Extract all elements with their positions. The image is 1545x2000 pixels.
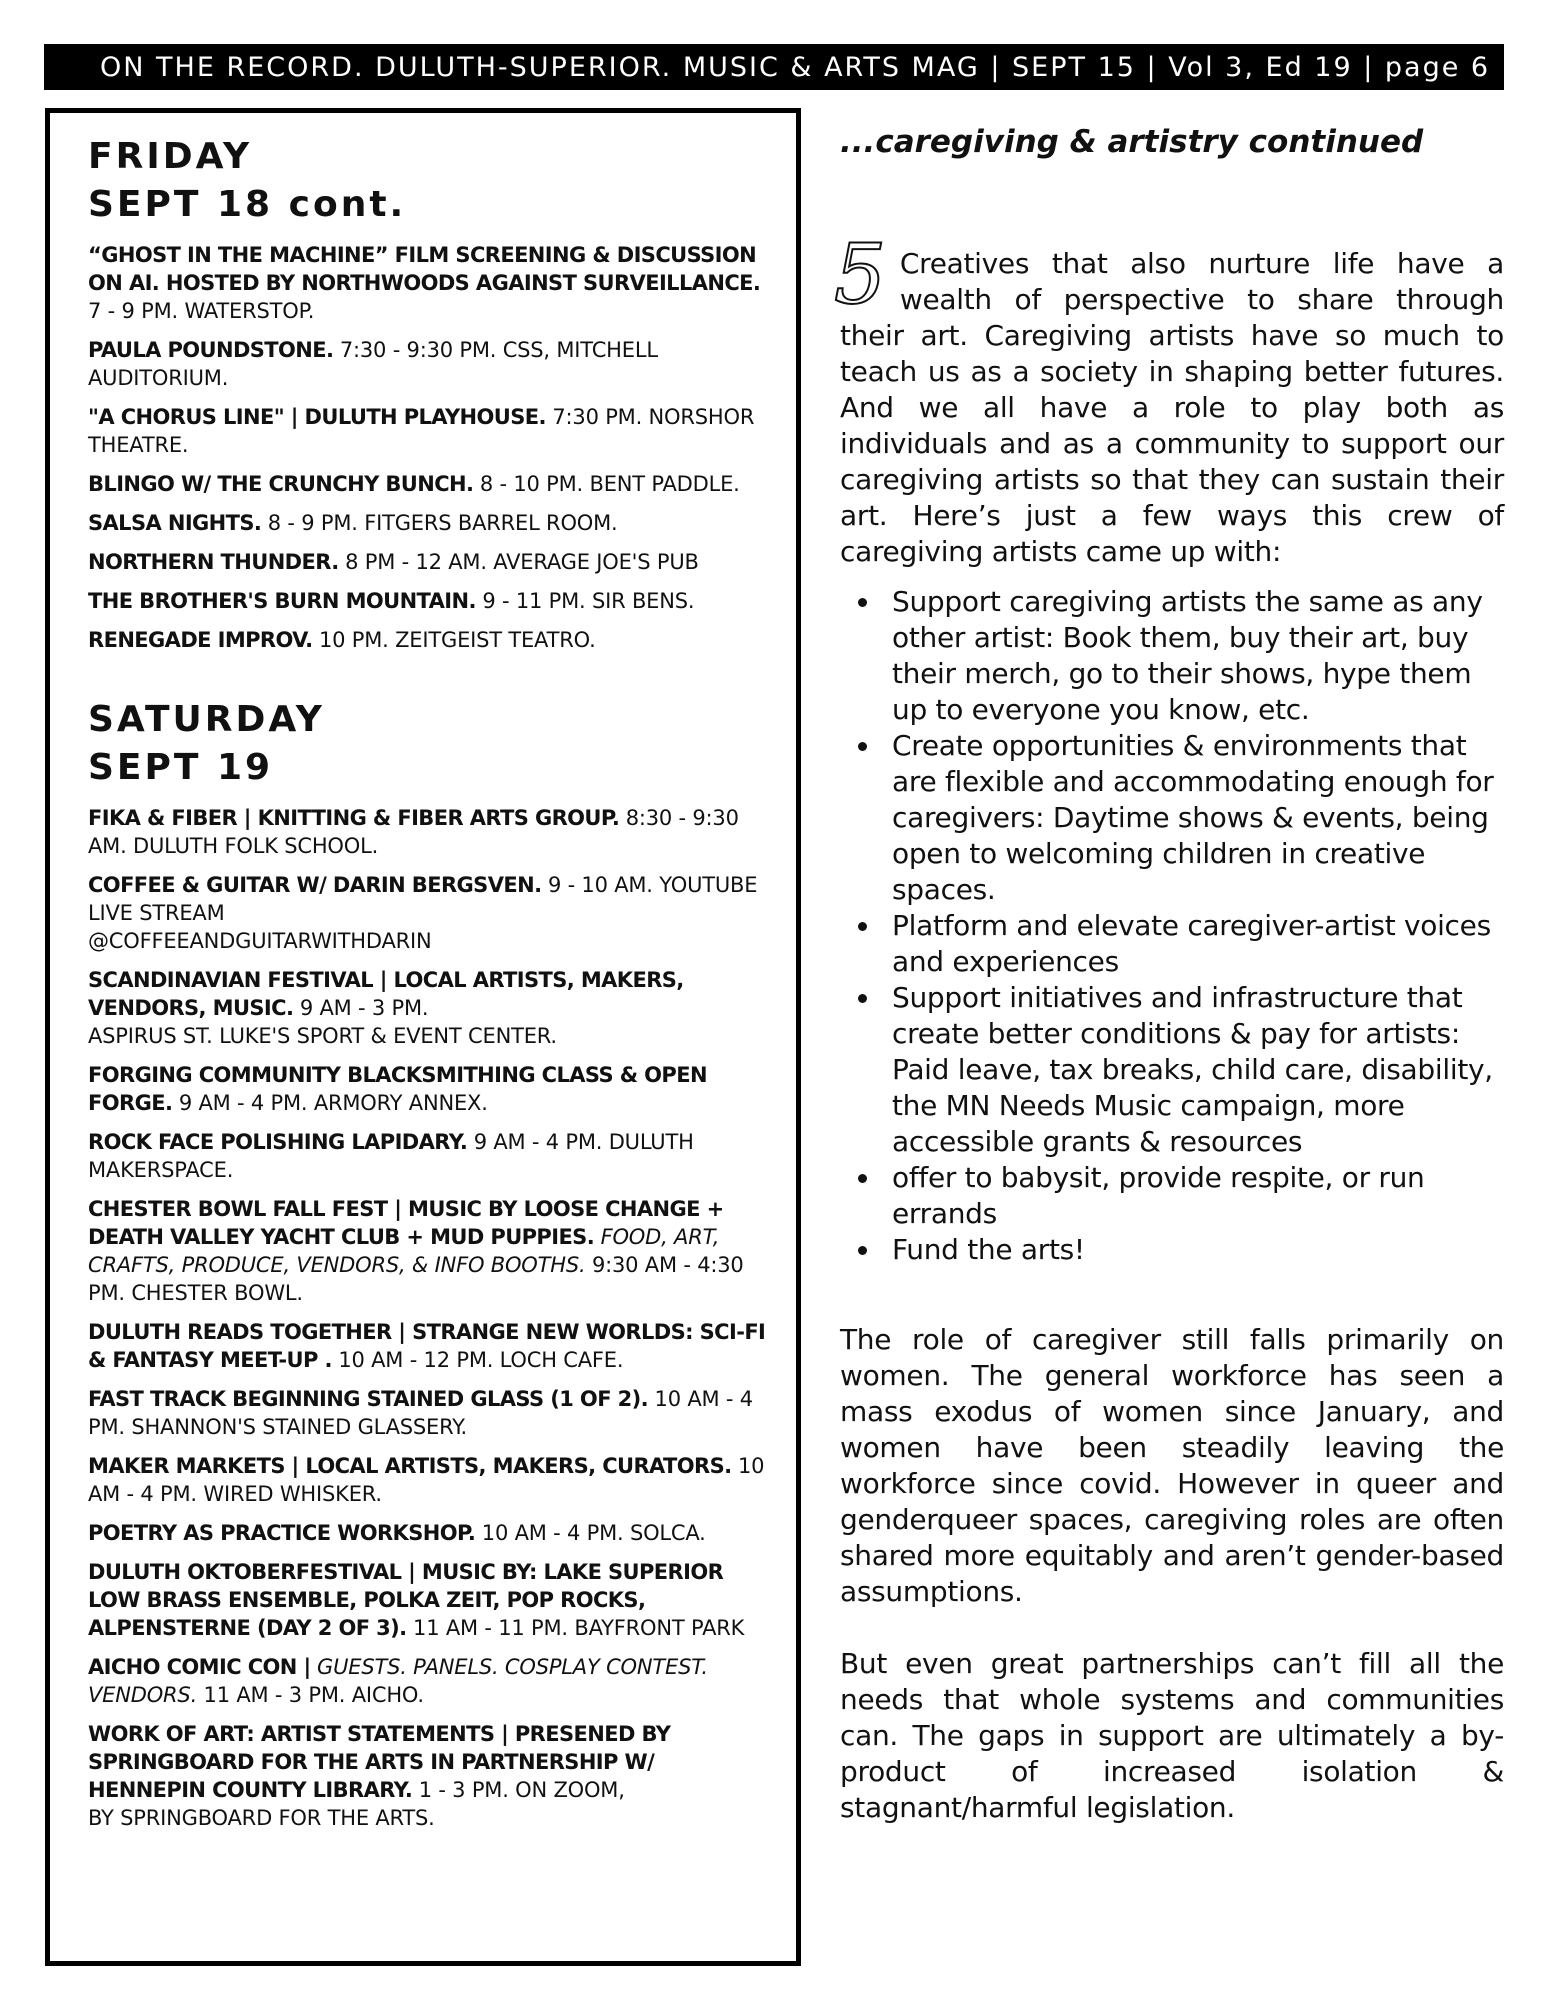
event-details: 9:30 AM - 4:30 PM. CHESTER BOWL. — [88, 1253, 744, 1305]
event-details: 1 - 3 PM. ON ZOOM, — [418, 1778, 625, 1802]
tip-text: Support initiatives and infrastructure that create better conditions & pay for artists: Paid leave, tax breaks, child care, disability, the MN Needs Music campaign, more accessible grants & resources — [892, 981, 1493, 1158]
event-details-line2: @COFFEEANDGUITARWITHDARIN — [88, 929, 432, 953]
event-entry — [88, 470, 772, 498]
event-details: 10 AM - 4 PM. WIRED WHISKER. — [88, 1454, 765, 1506]
event-entry — [88, 966, 772, 1050]
tip-item — [892, 728, 1504, 908]
event-title: NORTHERN THUNDER. — [88, 550, 339, 574]
event-title: COFFEE & GUITAR W/ DARIN BERGSVEN. — [88, 873, 542, 897]
tip-item — [892, 980, 1504, 1160]
tip-item — [892, 584, 1504, 728]
bullet-icon — [858, 598, 867, 607]
event-title: BLINGO W/ THE CRUNCHY BUNCH. — [88, 472, 474, 496]
event-title: MAKER MARKETS | LOCAL ARTISTS, MAKERS, CURATORS. — [88, 1454, 732, 1478]
event-entry — [88, 1128, 772, 1184]
article-lead-paragraph — [834, 228, 1504, 570]
article-paragraph-3: But even great partnerships can’t fill all the needs that whole systems and communities can. The gaps in support are ultimately a by-product of increased isolation & stagnant/harmful legislation. — [840, 1647, 1504, 1824]
event-title: “GHOST IN THE MACHINE” FILM SCREENING & DISCUSSION ON AI. HOSTED BY NORTHWOODS AGAINST SURVEILLANCE. — [88, 243, 761, 295]
event-italic-note: GUESTS. PANELS. COSPLAY CONTEST. VENDORS. — [88, 1655, 708, 1707]
saturday-block — [88, 696, 772, 1832]
event-details: 9 - 10 AM. YOUTUBE LIVE STREAM — [88, 873, 758, 925]
friday-block — [88, 133, 772, 654]
event-entry — [88, 548, 772, 576]
event-details: 10 AM - 4 PM. SOLCA. — [481, 1521, 706, 1545]
event-title: FIKA & FIBER | KNITTING & FIBER ARTS GROUP. — [88, 806, 620, 830]
friday-heading — [88, 133, 772, 229]
event-title: CHESTER BOWL FALL FEST | MUSIC BY LOOSE CHANGE + DEATH VALLEY YACHT CLUB + MUD PUPPIES. — [88, 1197, 724, 1249]
event-details: 7:30 - 9:30 PM. CSS, MITCHELL AUDITORIUM. — [88, 338, 658, 390]
event-title: ROCK FACE POLISHING LAPIDARY. — [88, 1130, 468, 1154]
article-column — [834, 120, 1504, 1826]
event-details: 10 PM. ZEITGEIST TEATRO. — [318, 628, 596, 652]
event-entry — [88, 804, 772, 860]
event-entry — [88, 1318, 772, 1374]
event-title: AICHO COMIC CON | — [88, 1655, 311, 1679]
tip-text: Fund the arts! — [892, 1233, 1085, 1266]
bullet-icon — [858, 1246, 867, 1255]
event-title: SCANDINAVIAN FESTIVAL | LOCAL ARTISTS, MAKERS, VENDORS, MUSIC. — [88, 968, 684, 1020]
friday-heading-day: FRIDAY — [88, 136, 253, 177]
event-entry — [88, 1519, 772, 1547]
article-continued-title: ...caregiving & artistry continued — [840, 124, 1424, 160]
event-title: "A CHORUS LINE" | DULUTH PLAYHOUSE. — [88, 405, 546, 429]
bullet-icon — [858, 994, 867, 1003]
bullet-icon — [858, 742, 867, 751]
saturday-event-list — [88, 804, 772, 1832]
event-title: FAST TRACK BEGINNING STAINED GLASS (1 OF 2). — [88, 1387, 649, 1411]
event-details-line2: BY SPRINGBOARD FOR THE ARTS. — [88, 1806, 435, 1830]
event-details: 7:30 PM. NORSHOR THEATRE. — [88, 405, 755, 457]
bullet-icon — [858, 1174, 867, 1183]
saturday-heading — [88, 696, 772, 792]
tip-text: Platform and elevate caregiver-artist voices and experiences — [892, 909, 1491, 978]
article-paragraph-2: The role of caregiver still falls primarily on women. The general workforce has seen a mass exodus of women since January, and women have been steadily leaving the workforce since covid. However in queer and genderqueer spaces, caregiving roles are often shared more equitably and aren’t gender-based assumptions. — [840, 1323, 1504, 1608]
event-title: POETRY AS PRACTICE WORKSHOP. — [88, 1521, 476, 1545]
lead-paragraph-text: Creatives that also nurture life have a wealth of perspective to share through their art. Caregiving artists have so much to teach us as a society in shaping better futures. And we all have a role to play both as individuals and as a community to support our caregiving artists so that they can sustain their art. Here’s just a few ways this crew of caregiving artists came up with: — [840, 247, 1504, 568]
event-entry — [88, 1385, 772, 1441]
events-listing-box — [45, 108, 801, 1966]
event-entry — [88, 1558, 772, 1642]
dropcap-numeral: 5 — [834, 228, 886, 323]
saturday-heading-date: SEPT 19 — [88, 747, 274, 788]
event-details: 11 AM - 11 PM. BAYFRONT PARK — [413, 1616, 745, 1640]
event-title: WORK OF ART: ARTIST STATEMENTS | PRESENED BY SPRINGBOARD FOR THE ARTS IN PARTNERSHIP W/ HENNEPIN COUNTY LIBRARY. — [88, 1722, 671, 1802]
tip-item — [892, 1232, 1504, 1268]
event-title: RENEGADE IMPROV. — [88, 628, 313, 652]
event-details: 9 AM - 4 PM. ARMORY ANNEX. — [178, 1091, 488, 1115]
event-details: 9 AM - 3 PM. — [299, 996, 429, 1020]
event-entry — [88, 1653, 772, 1709]
tip-text: offer to babysit, provide respite, or run errands — [892, 1161, 1425, 1230]
tip-item — [892, 1160, 1504, 1232]
event-entry — [88, 403, 772, 459]
event-details: 9 AM - 4 PM. DULUTH MAKERSPACE. — [88, 1130, 694, 1182]
event-entry — [88, 241, 772, 325]
event-details: 10 AM - 12 PM. LOCH CAFE. — [338, 1348, 624, 1372]
event-title: FORGING COMMUNITY BLACKSMITHING CLASS & OPEN FORGE. — [88, 1063, 707, 1115]
saturday-heading-day: SATURDAY — [88, 699, 325, 740]
event-entry — [88, 336, 772, 392]
event-title: PAULA POUNDSTONE. — [88, 338, 334, 362]
event-details: 10 AM - 4 PM. SHANNON'S STAINED GLASSERY. — [88, 1387, 753, 1439]
friday-heading-date: SEPT 18 cont. — [88, 184, 407, 225]
page-header-bar — [44, 44, 1504, 90]
event-details: 8 - 9 PM. FITGERS BARREL ROOM. — [267, 511, 618, 535]
event-entry — [88, 587, 772, 615]
event-entry — [88, 871, 772, 955]
event-entry — [88, 509, 772, 537]
event-details-line2: ASPIRUS ST. LUKE'S SPORT & EVENT CENTER. — [88, 1024, 557, 1048]
event-entry — [88, 626, 772, 654]
event-title: DULUTH OKTOBERFESTIVAL | MUSIC BY: LAKE SUPERIOR LOW BRASS ENSEMBLE, POLKA ZEIT, POP ROCKS, ALPENSTERNE (DAY 2 OF 3). — [88, 1560, 724, 1640]
event-title: SALSA NIGHTS. — [88, 511, 262, 535]
event-entry — [88, 1720, 772, 1832]
event-entry — [88, 1061, 772, 1117]
event-title: DULUTH READS TOGETHER | STRANGE NEW WORLDS: SCI-FI & FANTASY MEET-UP . — [88, 1320, 766, 1372]
event-title: THE BROTHER'S BURN MOUNTAIN. — [88, 589, 476, 613]
bullet-icon — [858, 922, 867, 931]
event-details: 11 AM - 3 PM. AICHO. — [203, 1683, 424, 1707]
event-entry — [88, 1452, 772, 1508]
tip-text: Support caregiving artists the same as any other artist: Book them, buy their art, buy their merch, go to their shows, hype them up to everyone you know, etc. — [892, 585, 1483, 726]
event-italic-note: FOOD, ART, CRAFTS, PRODUCE, VENDORS, & INFO BOOTHS. — [88, 1225, 720, 1277]
support-tips-list — [840, 584, 1504, 1268]
event-entry — [88, 1195, 772, 1307]
event-details: 8 PM - 12 AM. AVERAGE JOE'S PUB — [345, 550, 699, 574]
friday-event-list — [88, 241, 772, 654]
tip-item — [892, 908, 1504, 980]
event-details: 8 - 10 PM. BENT PADDLE. — [479, 472, 740, 496]
tip-text: Create opportunities & environments that are flexible and accommodating enough for caregivers: Daytime shows & events, being open to welcoming children in creative spaces. — [892, 729, 1494, 906]
event-details: 8:30 - 9:30 AM. DULUTH FOLK SCHOOL. — [88, 806, 739, 858]
header-text: ON THE RECORD. DULUTH-SUPERIOR. MUSIC & ARTS MAG | SEPT 15 | Vol 3, Ed 19 | page 6 — [100, 51, 1491, 83]
event-details: 7 - 9 PM. WATERSTOP. — [88, 299, 315, 323]
event-details: 9 - 11 PM. SIR BENS. — [482, 589, 695, 613]
